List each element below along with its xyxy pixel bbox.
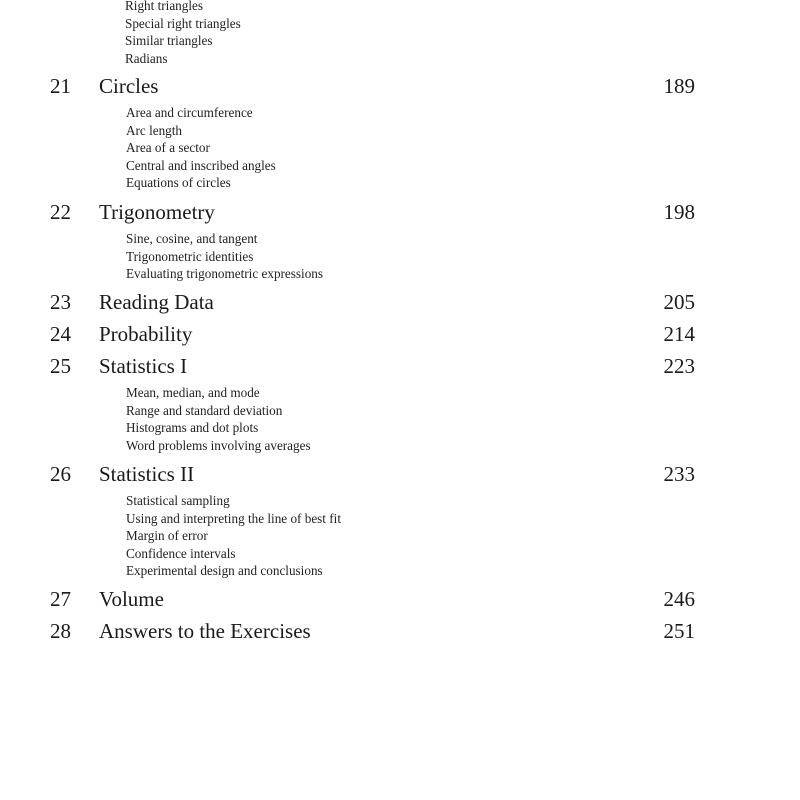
chapter-entry[interactable] [0,198,800,281]
chapter-heading [0,617,800,645]
chapter-number: 26 [50,462,71,486]
chapter-page-number: 214 [663,322,695,346]
chapter-heading [0,288,800,316]
chapter-page-number: 189 [663,74,695,98]
subtopic-entry: Histograms and dot plots [126,420,259,435]
chapter-entry[interactable] [0,617,800,645]
chapter-page-number: 251 [663,619,695,643]
chapter-heading [0,320,800,348]
chapter-number: 24 [50,322,71,346]
subtopic-entry: Statistical sampling [126,493,230,508]
subtopic-entry: Experimental design and conclusions [126,563,323,578]
chapter-title: Statistics I [99,354,188,378]
carryover-subtopic-list [125,0,241,67]
chapter-entry[interactable] [0,288,800,316]
subtopic-list [126,230,323,283]
chapter-heading [0,460,800,488]
subtopic-entry: Arc length [126,122,183,138]
chapter-page-number: 205 [663,290,695,314]
chapter-page-number: 246 [663,587,695,611]
subtopic-list [126,492,341,580]
chapter-page-number: 198 [663,200,695,224]
subtopic-entry: Word problems involving averages [126,437,311,453]
chapter-entry[interactable] [0,72,800,190]
subtopic-entry: Range and standard deviation [126,402,283,418]
chapter-page-number: 233 [663,462,695,486]
subtopic-entry: Central and inscribed angles [126,157,276,173]
subtopic-entry: Similar triangles [125,33,213,48]
chapter-title: Trigonometry [99,200,215,224]
chapter-title: Probability [99,322,193,346]
chapter-heading [0,72,800,100]
subtopic-entry: Area and circumference [126,105,253,120]
subtopic-entry: Trigonometric identities [126,248,254,264]
subtopic-entry: Using and interpreting the line of best fit [126,510,341,526]
subtopic-entry: Evaluating trigonometric expressions [126,266,324,281]
subtopic-entry: Sine, cosine, and tangent [126,231,258,246]
subtopic-entry: Right triangles [125,0,204,13]
subtopic-entry: Equations of circles [126,175,231,190]
subtopic-list [126,104,276,192]
subtopic-entry: Area of a sector [126,140,210,155]
subtopic-entry: Confidence intervals [126,545,236,561]
subtopic-entry: Mean, median, and mode [126,385,260,400]
chapter-title: Statistics II [99,462,195,486]
subtopic-list [126,384,311,454]
chapter-number: 21 [50,74,71,98]
chapter-number: 23 [50,290,71,314]
chapter-page-number: 223 [663,354,695,378]
chapter-title: Answers to the Exercises [99,619,311,643]
chapter-heading [0,585,800,613]
chapter-heading [0,352,800,380]
chapter-number: 25 [50,354,71,378]
subtopic-entry: Special right triangles [125,15,241,31]
chapter-entry[interactable] [0,460,800,578]
chapter-number: 28 [50,619,71,643]
subtopic-entry: Radians [125,50,168,66]
chapter-number: 22 [50,200,71,224]
chapter-title: Reading Data [99,290,214,314]
chapter-entry[interactable] [0,320,800,348]
subtopic-entry: Margin of error [126,528,208,543]
chapter-heading [0,198,800,226]
chapter-number: 27 [50,587,71,611]
chapter-title: Circles [99,74,159,98]
chapter-entry[interactable] [0,585,800,613]
chapter-title: Volume [99,587,164,611]
chapter-entry[interactable] [0,352,800,453]
